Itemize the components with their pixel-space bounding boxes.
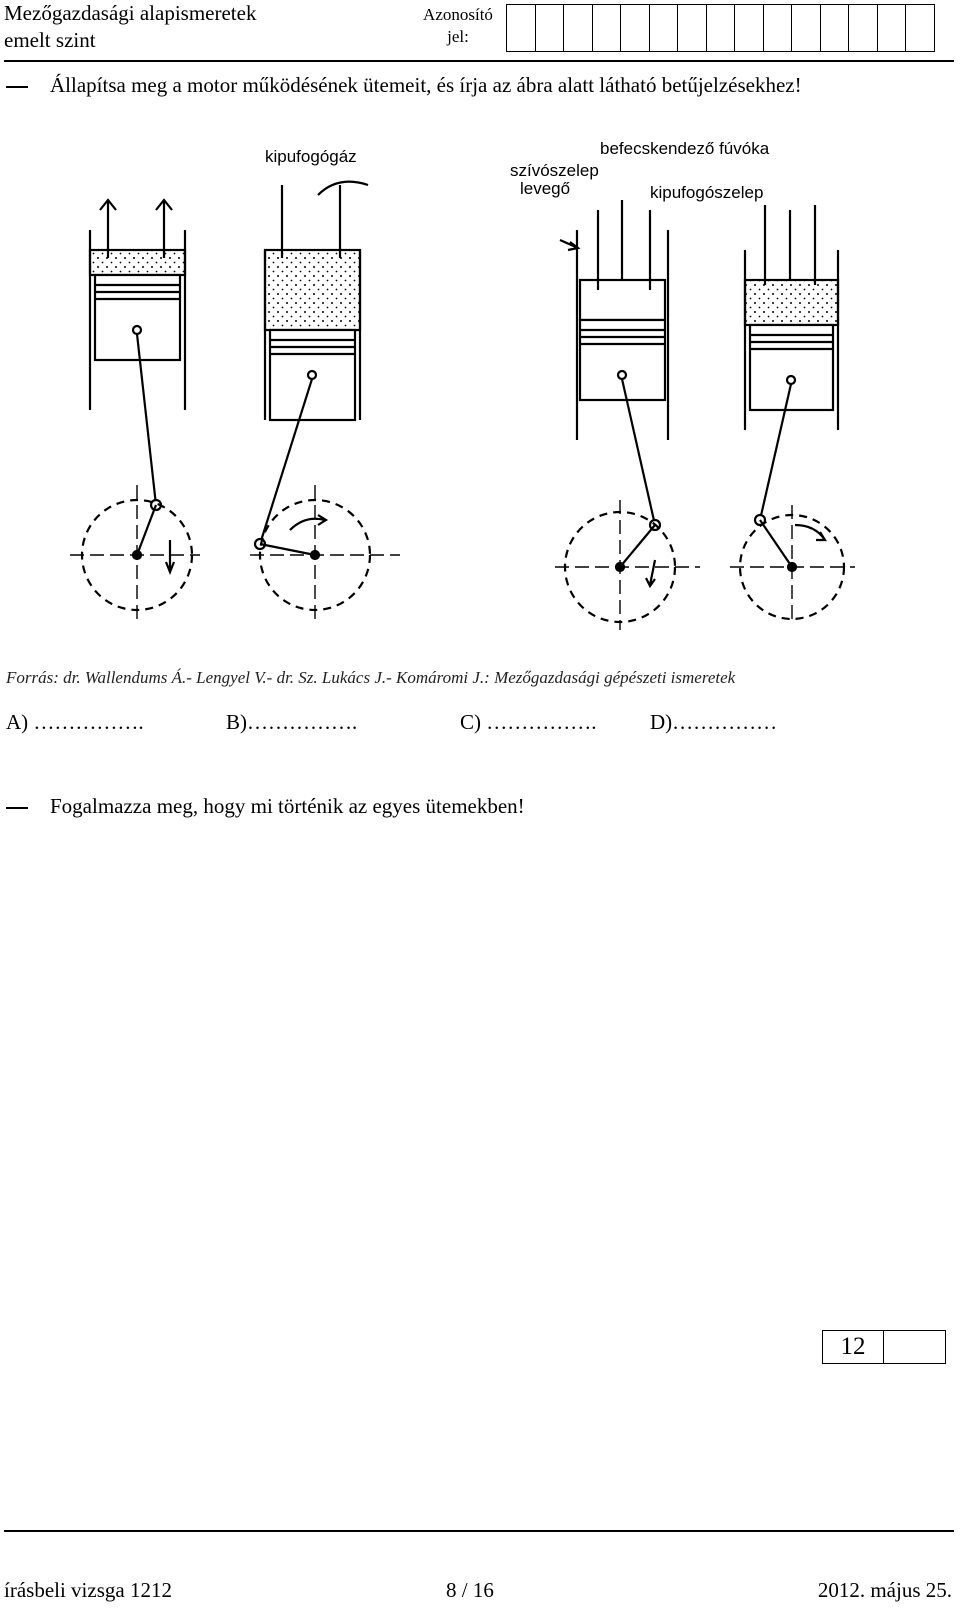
header-rule xyxy=(4,60,954,62)
footer-rule xyxy=(4,1530,954,1532)
answer-d-dots: …………… xyxy=(672,710,778,734)
id-cell[interactable] xyxy=(764,4,793,52)
footer-date: 2012. május 25. xyxy=(817,1578,952,1602)
label-air: levegő xyxy=(520,179,571,198)
id-cell[interactable] xyxy=(707,4,736,52)
answer-a-dots: ……………. xyxy=(33,710,144,734)
answer-d[interactable] xyxy=(650,710,777,735)
answer-c-dots: ……………. xyxy=(486,710,597,734)
cylinder-d xyxy=(730,205,855,625)
label-exhaust-gas: kipufogógáz xyxy=(265,147,357,166)
id-cell[interactable] xyxy=(621,4,650,52)
id-cell[interactable] xyxy=(536,4,565,52)
answer-a[interactable] xyxy=(6,710,144,735)
footer-exam: írásbeli vizsga 1212 xyxy=(4,1578,172,1602)
id-label xyxy=(418,4,498,48)
score-box xyxy=(822,1330,946,1364)
answer-a-label: A) xyxy=(6,710,29,734)
id-label-line1: Azonosító xyxy=(423,5,493,24)
task-2 xyxy=(6,793,525,819)
task-1-text: Állapítsa meg a motor működésének ütemeit, és írja az ábra alatt látható betűjelzésekhez! xyxy=(50,73,802,97)
task-1-dash xyxy=(6,86,28,88)
id-cell[interactable] xyxy=(878,4,907,52)
task-2-dash xyxy=(6,807,28,809)
id-cell[interactable] xyxy=(678,4,707,52)
answer-d-label: D) xyxy=(650,710,673,734)
score-max-points: 12 xyxy=(823,1331,884,1363)
cylinder-b xyxy=(250,182,400,620)
answer-c-label: C) xyxy=(460,710,481,734)
label-exhaust-valve: kipufogószelep xyxy=(650,183,764,202)
answer-b-dots: ……………. xyxy=(247,710,358,734)
id-cell[interactable] xyxy=(821,4,850,52)
id-cell[interactable] xyxy=(507,4,536,52)
id-cell[interactable] xyxy=(564,4,593,52)
answer-b[interactable] xyxy=(226,710,357,735)
label-intake-valve: szívószelep xyxy=(510,161,599,180)
id-cell[interactable] xyxy=(792,4,821,52)
id-cell[interactable] xyxy=(849,4,878,52)
id-grid[interactable] xyxy=(506,4,935,52)
id-cell[interactable] xyxy=(593,4,622,52)
cylinder-a xyxy=(70,200,200,620)
id-label-line2: jel: xyxy=(447,27,469,46)
score-earned-field[interactable] xyxy=(884,1331,945,1363)
answer-b-label: B) xyxy=(226,710,247,734)
task-1 xyxy=(6,72,802,98)
label-injector: befecskendező fúvóka xyxy=(600,139,770,158)
header-level: emelt szint xyxy=(4,28,96,52)
task-2-text: Fogalmazza meg, hogy mi történik az egyes ütemekben! xyxy=(50,794,525,818)
id-cell[interactable] xyxy=(735,4,764,52)
id-cell[interactable] xyxy=(650,4,679,52)
header-subject: Mezőgazdasági alapismeretek xyxy=(4,1,257,25)
footer-page-number: 8 / 16 xyxy=(446,1578,494,1602)
id-cell[interactable] xyxy=(906,4,935,52)
engine-stroke-figure xyxy=(60,130,860,630)
cylinder-c xyxy=(555,200,700,630)
figure-source: Forrás: dr. Wallendums Á.- Lengyel V.- dr. Sz. Lukács J.- Komáromi J.: Mezőgazdasági gépészeti ismeretek xyxy=(6,668,736,687)
answer-c[interactable] xyxy=(460,710,597,735)
